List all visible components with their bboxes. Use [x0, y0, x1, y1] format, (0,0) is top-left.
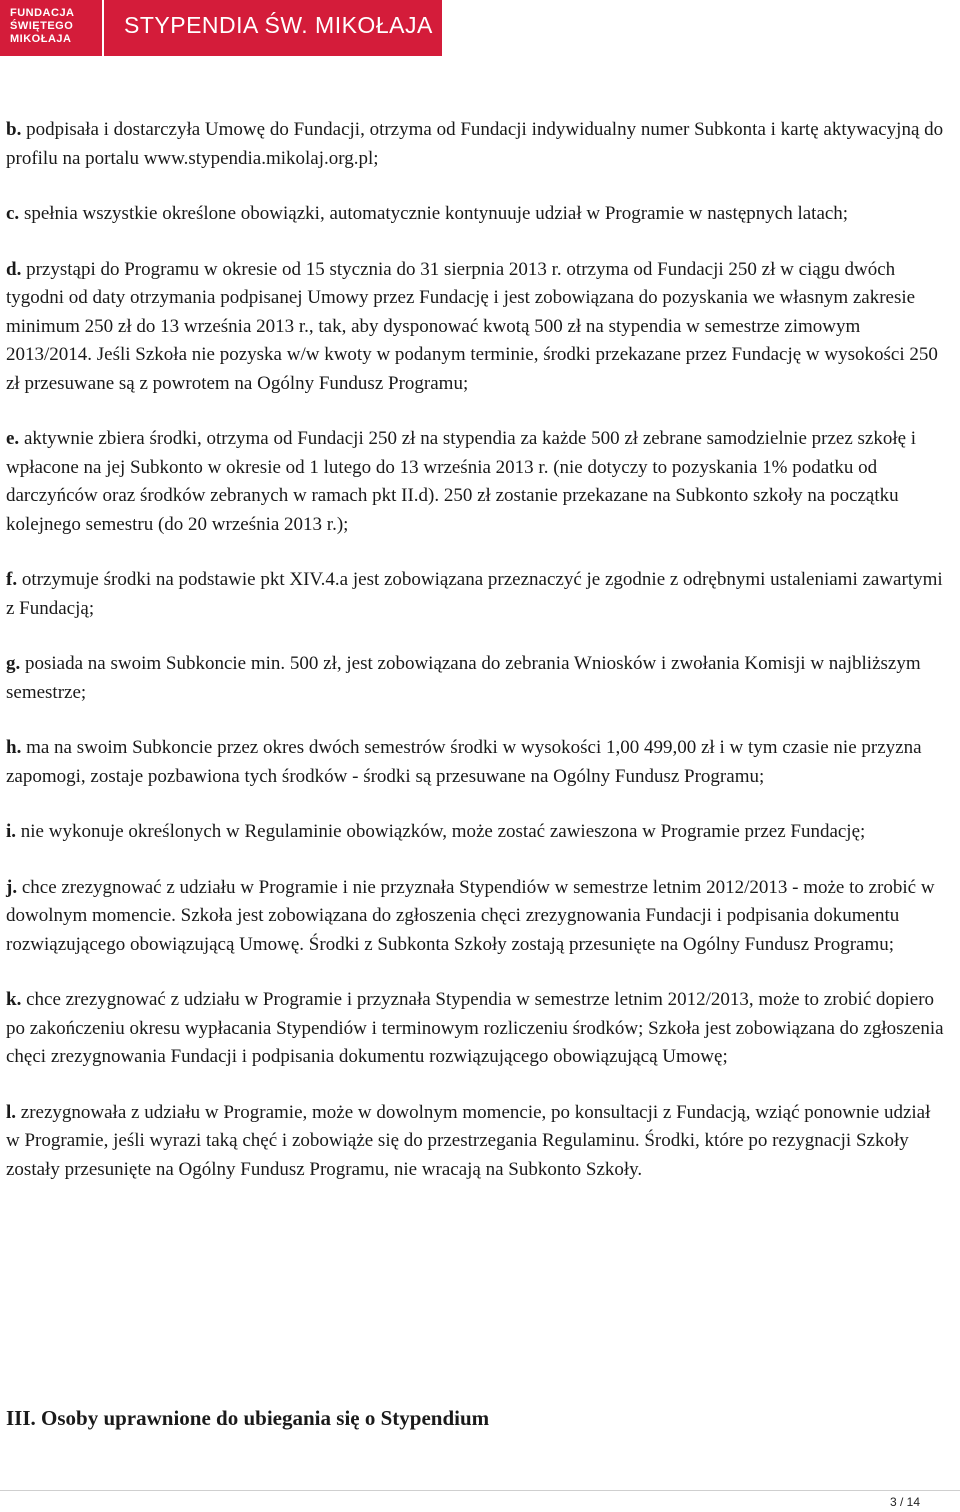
item-letter: l. — [6, 1101, 17, 1123]
item-text: posiada na swoim Subkoncie min. 500 zł, jest zobowiązana do zebrania Wniosków i zwołania Komisji w najbliższym semestrze; — [6, 653, 921, 703]
foundation-logo[interactable] — [0, 0, 104, 56]
item-text: chce zrezygnować z udziału w Programie i nie przyznała Stypendiów w semestrze letnim 2012/2013 - może to zrobić w dowolnym momencie. Szkoła jest zobowiązana do zgłoszenia chęci zrezygnowania Fundacji i podpisania dokumentu rozwiązującego obowiązującą Umowę. Środki z Subkonta Szkoły zostają przesunięte na Ogólny Fundusz Programu; — [6, 876, 935, 955]
page-header — [0, 0, 960, 56]
paragraph-f — [6, 566, 946, 623]
paragraph-g — [6, 650, 946, 707]
item-letter: h. — [6, 737, 22, 758]
paragraph-c — [6, 200, 946, 229]
item-letter: f. — [6, 569, 18, 590]
paragraph-l — [6, 1099, 946, 1185]
item-letter: c. — [6, 203, 20, 224]
item-letter: j. — [6, 876, 18, 898]
item-text: podpisała i dostarczyła Umowę do Fundacji, otrzyma od Fundacji indywidualny numer Subkonta i kartę aktywacyjną do profilu na portalu www.stypendia.mikolaj.org.pl; — [6, 119, 944, 169]
paragraph-i — [6, 818, 946, 847]
item-letter: e. — [6, 428, 20, 449]
item-text: otrzymuje środki na podstawie pkt XIV.4.a jest zobowiązana przeznaczyć je zgodnie z odrębnymi ustaleniami zawartymi z Fundacją; — [6, 569, 943, 619]
footer-divider — [0, 1490, 960, 1491]
item-letter: g. — [6, 653, 21, 674]
paragraph-h — [6, 734, 946, 791]
header-banner — [0, 0, 442, 56]
logo-line-1: FUNDACJA — [10, 7, 75, 19]
item-letter: i. — [6, 821, 17, 842]
item-text: spełnia wszystkie określone obowiązki, automatycznie kontynuuje udział w Programie w następnych latach; — [19, 203, 849, 224]
paragraph-d — [6, 256, 946, 399]
paragraph-e — [6, 425, 946, 539]
logo-line-2: ŚWIĘTEGO — [10, 20, 74, 32]
item-letter: d. — [6, 258, 22, 280]
item-text: nie wykonuje określonych w Regulaminie obowiązków, może zostać zawieszona w Programie przez Fundację; — [16, 821, 866, 842]
item-letter: k. — [6, 989, 22, 1010]
item-text: chce zrezygnować z udziału w Programie i przyznała Stypendia w semestrze letnim 2012/2013, może to zrobić dopiero po zakończeniu okresu wypłacania Stypendiów i terminowym rozliczeniu środków; Szkoła jest zobowiązana do zgłoszenia chęci zrezygnowania Fundacji i podpisania dokumentu rozwiązującego obowiązującą Umowę; — [6, 989, 944, 1067]
document-body — [6, 116, 946, 1211]
page-number: 3 / 14 — [889, 1495, 920, 1509]
logo-line-3: MIKOŁAJA — [10, 33, 72, 45]
item-text: zrezygnowała z udziału w Programie, może w dowolnym momencie, po konsultacji z Fundacją, wziąć ponownie udział w Programie, jeśli wyrazi taką chęć i zobowiąże się do przestrzegania Regulaminu. Środki, które po rezygnacji Szkoły zostały przesunięte na Ogólny Fundusz Programu, nie wracają na Subkonto Szkoły. — [6, 1101, 931, 1180]
paragraph-b — [6, 116, 946, 173]
paragraph-k — [6, 986, 946, 1072]
item-letter: b. — [6, 119, 22, 140]
item-text: aktywnie zbiera środki, otrzyma od Fundacji 250 zł na stypendia za każde 500 zł zebrane samodzielnie przez szkołę i wpłacone na jej Subkonto w okresie od 1 lutego do 13 września 2013 r. (nie dotyczy to pozyskania 1% podatku od darczyńców oraz środków zebranych w ramach pkt II.d). 250 zł zostanie przekazane na Subkonto szkoły na początku kolejnego semestru (do 20 września 2013 r.); — [6, 428, 917, 535]
paragraph-j — [6, 874, 946, 960]
item-text: ma na swoim Subkoncie przez okres dwóch semestrów środki w wysokości 1,00 499,00 zł i w tym czasie nie przyzna zapomogi, zostaje pozbawiona tych środków - środki są przesuwane na Ogólny Fundusz Programu; — [6, 737, 922, 787]
item-text: przystąpi do Programu w okresie od 15 stycznia do 31 sierpnia 2013 r. otrzyma od Fundacji 250 zł w ciągu dwóch tygodni od daty otrzymania podpisanej Umowy przez Fundację i jest zobowiązana do pozyskania we własnym zakresie minimum 250 zł do 13 września 2013 r., tak, aby dysponować kwotą 500 zł na stypendia w semestrze zimowym 2013/2014. Jeśli Szkoła nie pozyska w/w kwoty w podanym terminie, środki przekazane przez Fundację w wysokości 250 zł przesuwane są z powrotem na Ogólny Fundusz Programu; — [6, 258, 938, 394]
section-heading: III. Osoby uprawnione do ubiegania się o Stypendium — [6, 1406, 490, 1430]
header-title: STYPENDIA ŚW. MIKOŁAJA — [124, 12, 433, 38]
